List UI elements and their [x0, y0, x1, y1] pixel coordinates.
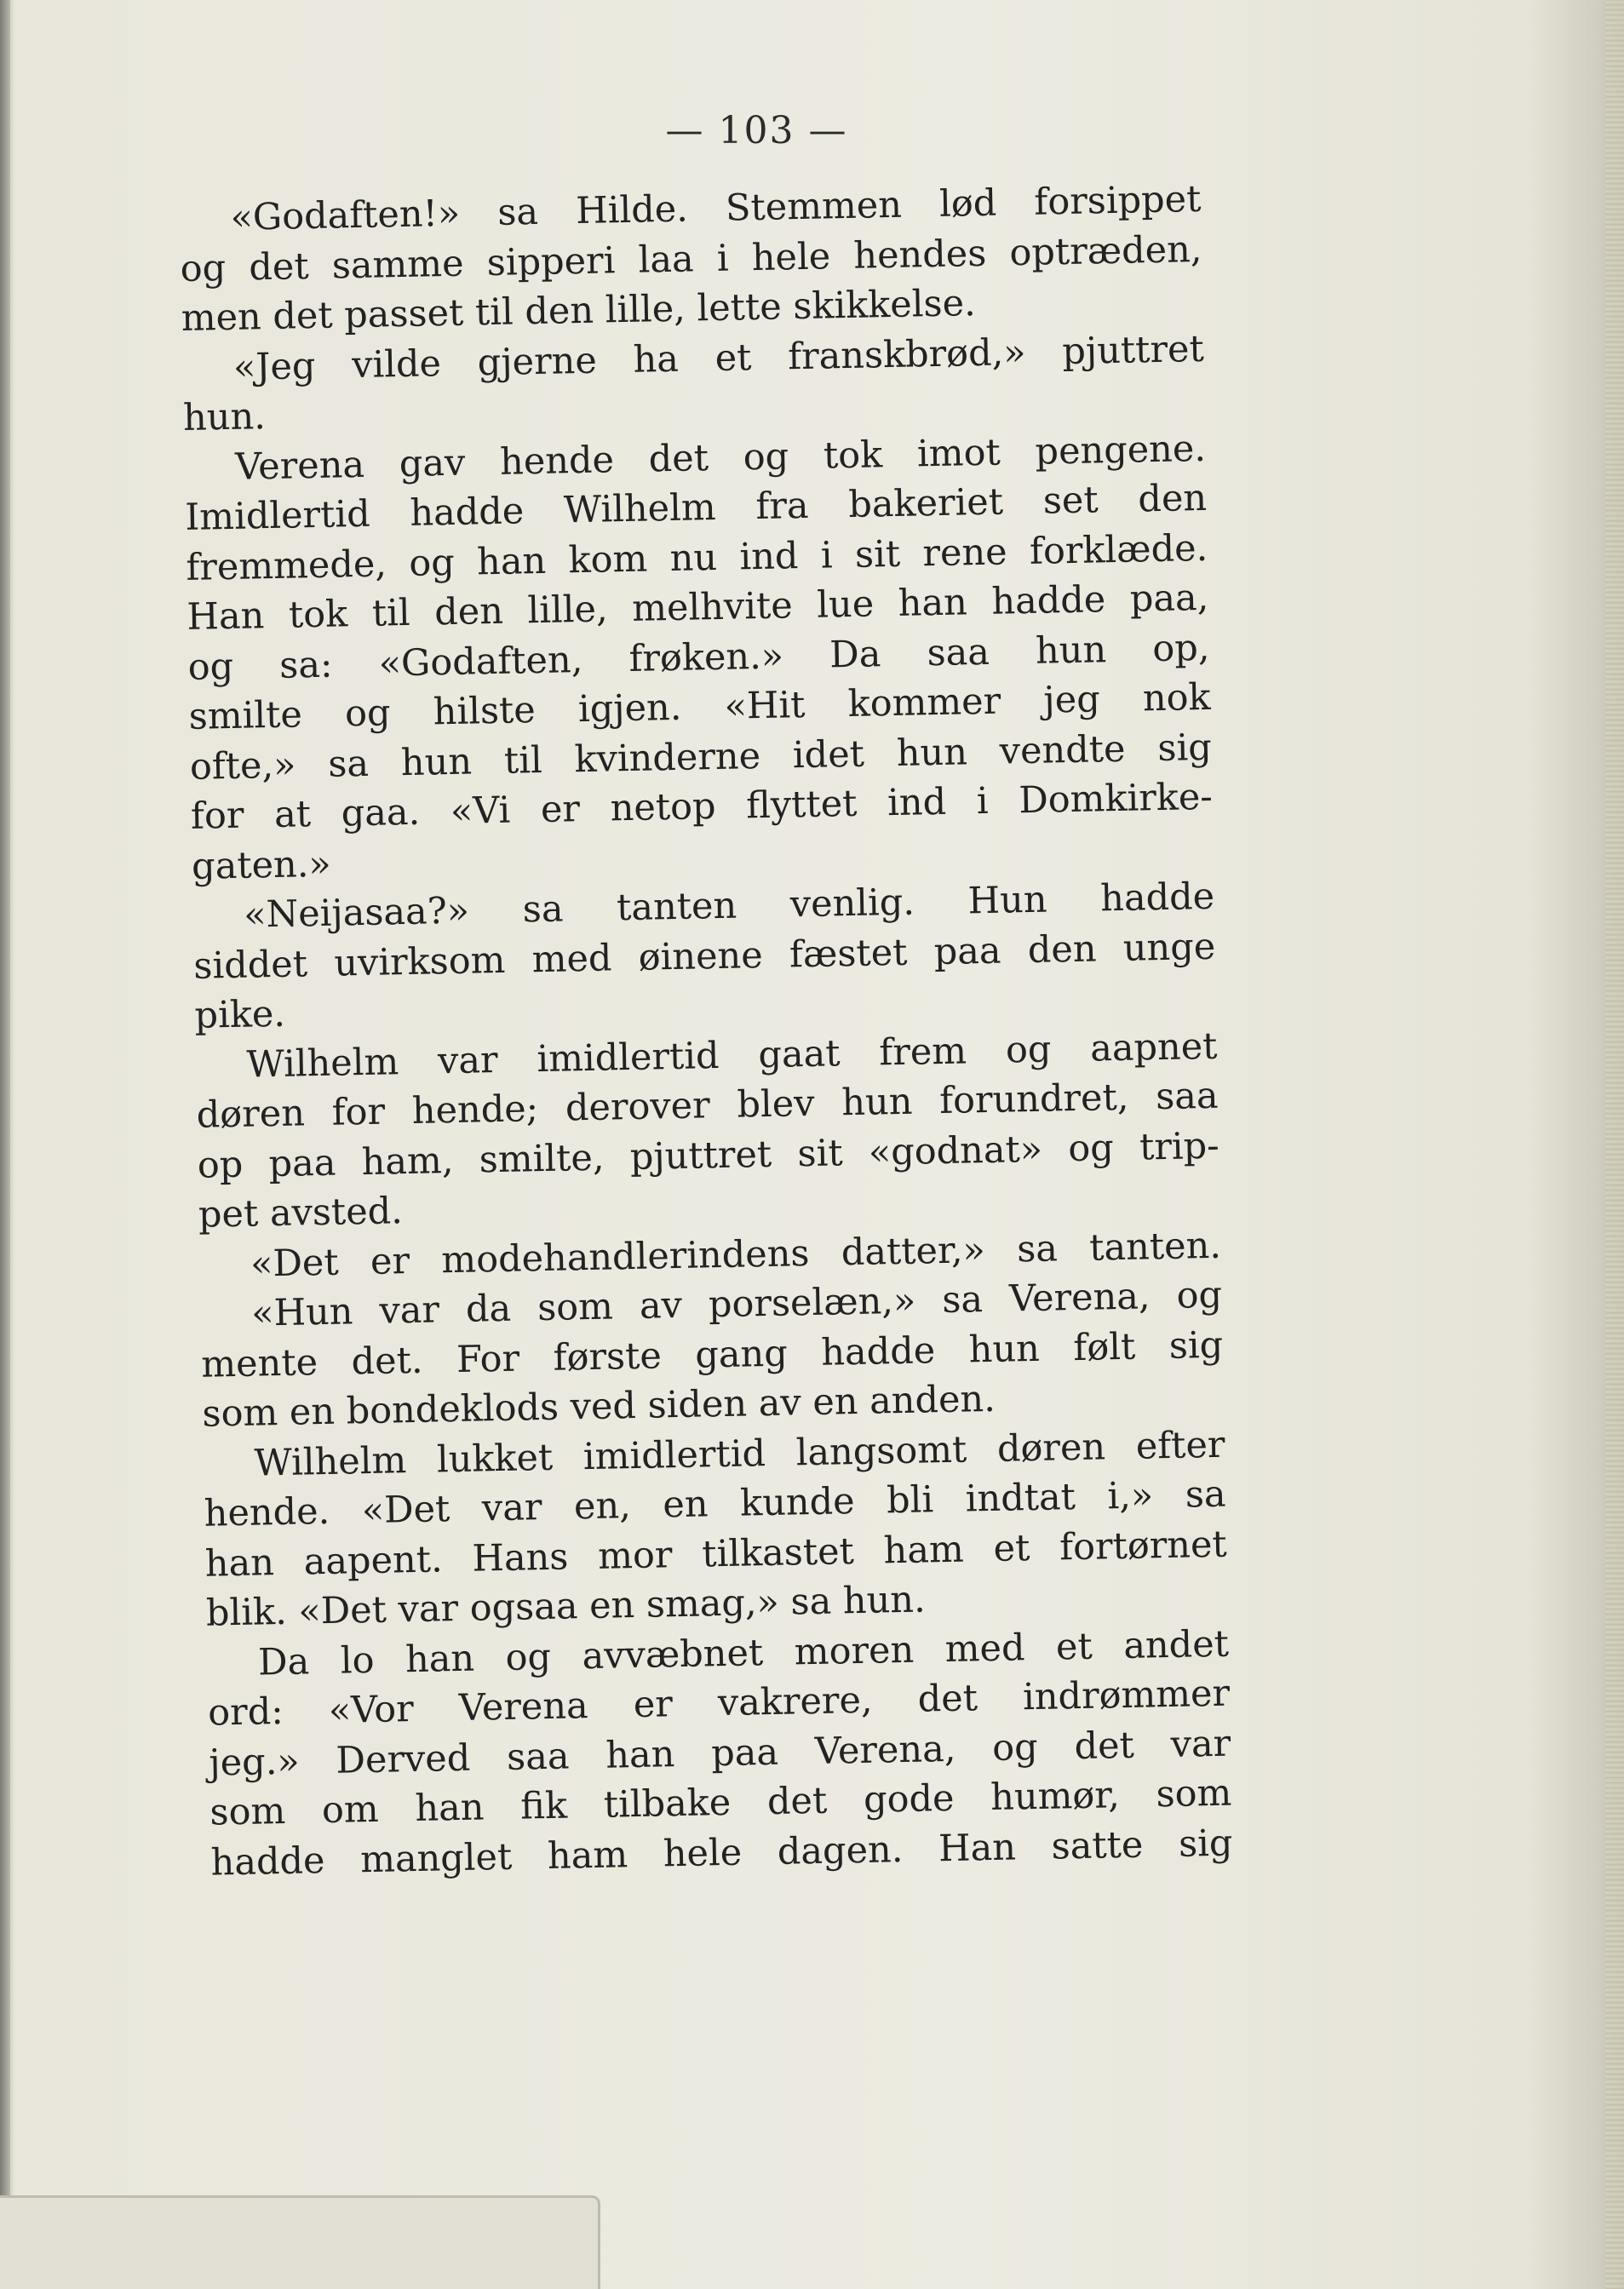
text-line: fremmede, og han kom nu ind i sit rene forklæde. [185, 526, 1208, 589]
text-line: pike. [194, 992, 286, 1037]
text-line: og sa: «Godaften, frøken.» Da saa hun op, [187, 626, 1210, 689]
text-line: gaten.» [191, 842, 332, 888]
page-left-edge [0, 0, 10, 2289]
text-line: Wilhelm var imidlertid gaat frem og aapnet [246, 1024, 1218, 1087]
text-line: men det passet til den lille, lette skikkelse. [181, 282, 977, 340]
page-number: — 103 — [665, 109, 848, 152]
text-line: jeg.» Derved saa han paa Verena, og det var [208, 1722, 1231, 1785]
text-line: Imidlertid hadde Wilhelm fra bakeriet set den [184, 476, 1208, 539]
text-line: blik. «Det var ogsaa en smag,» sa hun. [205, 1578, 927, 1635]
text-line: for at gaa. «Vi er netop flyttet ind i Domkirke- [190, 775, 1214, 838]
library-label-strip [0, 2195, 600, 2289]
text-line: Han tok til den lille, melhvite lue han hadde paa, [187, 576, 1209, 639]
text-line: ord: «Vor Verena er vakrere, det indrømmer [207, 1672, 1231, 1735]
text-line: mente det. For første gang hadde hun følt sig [200, 1323, 1224, 1386]
text-line: Verena gav hende det og tok imot pengene. [234, 427, 1207, 489]
text-line: som en bondeklods ved siden av en anden. [202, 1377, 996, 1436]
body-text [179, 175, 1233, 1888]
text-line: siddet uvirksom med øinene fæstet paa den unge [192, 925, 1216, 988]
text-line: og det samme sipperi laa i hele hendes optræden, [180, 227, 1202, 290]
text-line: Wilhelm lukket imidlertid langsomt døren efter [254, 1423, 1225, 1485]
text-line: hun. [182, 395, 267, 439]
text-line: smilte og hilste igjen. «Hit kommer jeg nok [188, 675, 1212, 738]
text-line: «Jeg vilde gjerne ha et franskbrød,» pjuttret [232, 327, 1205, 389]
text-line: som om han fik tilbake det gode humør, som [209, 1771, 1232, 1834]
text-line: «Hun var da som av porselæn,» sa Verena, og [250, 1273, 1223, 1335]
text-line: «Det er modehandlerindens datter,» sa tanten. [250, 1224, 1222, 1286]
text-line: han aapent. Hans mor tilkastet ham et fortørnet [204, 1523, 1228, 1586]
text-line: hadde manglet ham hele dagen. Han satte sig [210, 1821, 1233, 1885]
text-line: hende. «Det var en, en kunde bli indtat i,» sa [204, 1472, 1227, 1535]
text-line: ofte,» sa hun til kvinderne idet hun vendte sig [189, 726, 1213, 789]
page-right-edge [1605, 0, 1624, 2289]
text-line: pet avsted. [198, 1190, 404, 1236]
text-line: Da lo han og avvæbnet moren med et andet [257, 1622, 1230, 1684]
text-line: «Godaften!» sa Hilde. Stemmen lød forsippet [230, 177, 1202, 239]
text-line: «Neijasaa?» sa tanten venlig. Hun hadde [243, 875, 1215, 937]
text-line: op paa ham, smilte, pjuttret sit «godnat» og trip- [197, 1124, 1220, 1187]
text-line: døren for hende; derover blev hun forundret, saa [196, 1074, 1219, 1137]
